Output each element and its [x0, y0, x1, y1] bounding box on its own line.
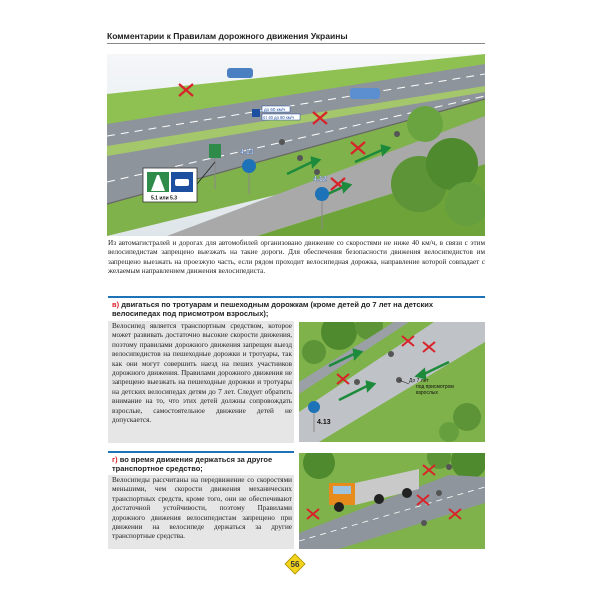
- callout-age: До 7 лет: [409, 378, 429, 384]
- section-v-title: двигаться по тротуарам и пешеходным дорожкам (кроме детей до 7 лет на детских велосипедах под присмотром взрослых);: [112, 300, 434, 318]
- bicycle-sign-icon: [252, 109, 260, 117]
- section-v-letter: в): [112, 300, 120, 309]
- section-v-underline: [108, 296, 485, 298]
- section-g-letter: г): [112, 455, 118, 464]
- speed-range-label: от 40 до 60 км/ч: [263, 115, 294, 120]
- page-number-badge: [284, 553, 306, 575]
- sign-number-4-12: 4.12: [313, 176, 327, 183]
- highway-illustration: [107, 54, 485, 236]
- section-g-title: во время движения держаться за другое транспортное средство;: [112, 455, 273, 473]
- section-v-text: Велосипед является транспортным средством, которое может развивать достаточно высокие скорости движения, поэтому правилами дорожного движения запрещен выезд велосипедистов на пешеходные дорожки и тротуары, так как они могут совершить наезд на пеших участников дорожного движения. Правилами дорожного движения не запрещено выезжать на пешеходные дорожки и тротуары на детских велосипедах детям до 7 лет. Следует обратить внимание на то, что этих детей должны сопровождать взрослые, самостоятельное движение детей не допускается.: [112, 322, 292, 425]
- section-v-heading: [108, 298, 485, 320]
- bicycle-path-sign-icon: [242, 159, 256, 173]
- truck-illustration: [299, 453, 485, 549]
- section-g-text: Велосипеды рассчитаны на передвижение со скоростями меньшими, чем скорости движения механических транспортных средств, кроме того, они не обеспечивают достаточной устойчивости, поэтому Правилами дорожного движения велосипедистам запрещено при движении на велосипеде держаться за другие транспортные средства.: [112, 476, 292, 541]
- page-number: 56: [290, 560, 300, 569]
- car-icon: [227, 68, 253, 78]
- section-g-heading: [108, 453, 294, 475]
- sign-number-4-13: 4.13: [240, 149, 254, 156]
- bicycle-path-sign-icon: [315, 187, 329, 201]
- header-divider: [107, 43, 485, 44]
- page-header: Комментарии к Правилам дорожного движения Украины: [107, 31, 348, 41]
- motorway-sign-icon: [209, 144, 221, 158]
- callout-supervision: под присмотром: [416, 384, 454, 390]
- bicycle-path-sign-icon: [308, 401, 320, 413]
- sidewalk-illustration: [299, 322, 485, 442]
- car-icon: [350, 88, 380, 99]
- callout-adults: взрослых: [416, 390, 438, 396]
- paragraph-highways: Из автомагистралей и дорогах для автомобилей организовано движение со скоростями не ниже 40 км/ч, в связи с этим велосипедистам запрещено выезжать на такие дороги. Для обеспечения безопасности движения велосипедистов им запрещено выезжать на проезжую часть, если рядом проходит велосипедная дорожка, направление которой совпадает с желаемым направлением движения велосипедиста.: [108, 239, 485, 276]
- speed-limit-label: до 60 км/ч: [264, 107, 286, 112]
- sign-caption: 5.1 или 5.3: [151, 195, 178, 202]
- sign-number-4-13: 4.13: [317, 419, 331, 426]
